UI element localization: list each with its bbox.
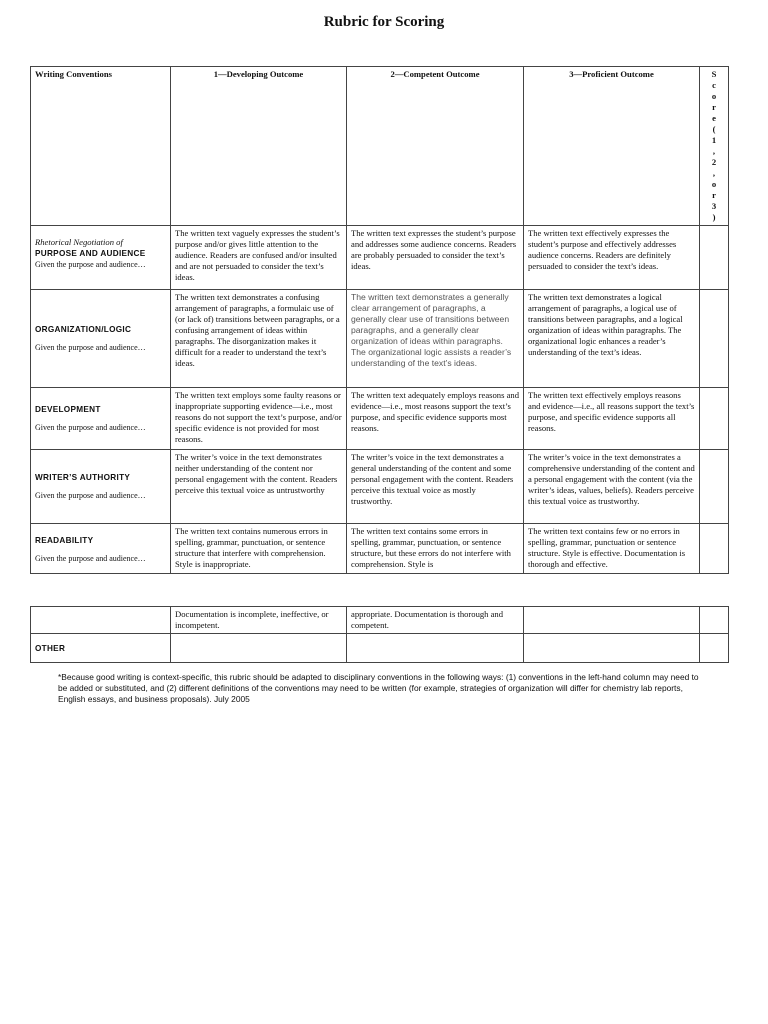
developing-cell: Documentation is incomplete, ineffective, or incompetent. [171,607,347,634]
score-letter: S [711,69,717,79]
row-label-cell [31,634,171,663]
competent-cell: The writer’s voice in the text demonstrates a general understanding of the content and some personal engagement with the content. Readers perceive this textual voice as mostly trustworthy. [347,450,524,524]
row-label: DEVELOPMENT [35,405,101,414]
row-sublabel: Given the purpose and audience… [35,260,146,269]
row-sublabel: Given the purpose and audience… [35,343,146,352]
proficient-cell [524,634,700,663]
row-purpose-audience [31,226,729,290]
row-label-cell [31,450,171,524]
rubric-table-continued [30,606,729,663]
row-label: ORGANIZATION/LOGIC [35,325,132,334]
score-letter: e [712,113,716,123]
score-letter: 3 [711,201,717,211]
score-letter: o [711,179,717,189]
competent-cell: The written text contains some errors in spelling, grammar, punctuation, or sentence structure, but these errors do not interfere with comprehension. Style is [347,524,524,574]
developing-cell [171,634,347,663]
header-row [31,67,729,226]
row-readability [31,524,729,574]
row-organization-logic [31,290,729,388]
row-sublabel: Given the purpose and audience… [35,423,146,432]
developing-cell: The writer’s voice in the text demonstrates neither understanding of the content nor personal engagement with the content. Readers perceive this textual voice as untrustworthy [171,450,347,524]
score-cell[interactable] [700,290,729,388]
developing-cell: The written text employs some faulty reasons or inappropriate supporting evidence—i.e., most reasons do not support the text’s purpose, and/or specific evidence is not provided for most reasons. [171,388,347,450]
header-competent: 2—Competent Outcome [347,67,524,226]
proficient-cell: The written text demonstrates a logical arrangement of paragraphs, a logical use of transitions between paragraphs, and a logical organization of ideas within paragraphs. The organizational logic enhances a reader’s understanding of the text’s ideas. [524,290,700,388]
score-letter: ( [712,124,716,134]
score-letter: r [712,190,716,200]
competent-cell: The written text expresses the student’s purpose and addresses some audience concerns. Readers are probably persuaded to consider the text’s ideas. [347,226,524,290]
row-label: OTHER [35,643,66,653]
score-letter: , [712,146,716,156]
score-letter: 1 [711,135,717,145]
proficient-cell: The written text contains few or no errors in spelling, grammar, punctuation or sentence structure. Style is effective. Documentation is thorough and effective. [524,524,700,574]
row-label-cell [31,524,171,574]
row-label-cell [31,290,171,388]
proficient-cell: The writer’s voice in the text demonstrates a comprehensive understanding of the content and a personal engagement with the content (via the writer’s ideas, values, beliefs). Readers perceive this textual voice as trustworthy. [524,450,700,524]
score-letter: o [711,91,717,101]
score-letter: r [712,102,716,112]
row-writers-authority [31,450,729,524]
row-sublabel: Given the purpose and audience… [35,491,146,500]
header-score [700,67,729,226]
competent-cell: appropriate. Documentation is thorough and competent. [347,607,524,634]
page-title: Rubric for Scoring [323,14,445,30]
row-readability-continued [31,607,729,634]
score-cell[interactable] [700,607,729,634]
competent-cell [347,634,524,663]
row-other [31,634,729,663]
row-label-cell [31,607,171,634]
score-letter: 2 [711,157,717,167]
proficient-cell: The written text effectively employs reasons and evidence—i.e., all reasons support the text’s purpose, and specific evidence supports all reasons. [524,388,700,450]
score-cell[interactable] [700,524,729,574]
score-cell[interactable] [700,226,729,290]
score-cell[interactable] [700,634,729,663]
row-development [31,388,729,450]
score-cell[interactable] [700,388,729,450]
header-writing-conventions: Writing Conventions [31,67,171,226]
row-label: PURPOSE AND AUDIENCE [35,249,146,258]
row-label: READABILITY [35,536,94,545]
score-letter: , [712,168,716,178]
score-letter: c [712,80,716,90]
header-developing: 1—Developing Outcome [171,67,347,226]
header-proficient: 3—Proficient Outcome [524,67,700,226]
row-label-cell [31,388,171,450]
row-label: WRITER’S AUTHORITY [35,473,131,482]
proficient-cell: The written text effectively expresses the student’s purpose and effectively addresses audience concerns. Readers are definitely persuaded to consider the text’s ideas. [524,226,700,290]
rubric-table [30,66,729,574]
developing-cell: The written text vaguely expresses the student’s purpose and/or gives little attention to the audience. Readers are confused and/or insulted and are not persuaded to consider the text’s ideas. [171,226,347,290]
row-italic-label: Rhetorical Negotiation of [35,237,123,247]
row-sublabel: Given the purpose and audience… [35,554,146,563]
competent-cell: The written text demonstrates a generally clear arrangement of paragraphs, a generally clear use of transitions between paragraphs, and a generally clear organization of ideas within paragraphs. The organizational logic assists a reader’s understanding of the text’s ideas. [347,290,524,388]
score-cell[interactable] [700,450,729,524]
proficient-cell [524,607,700,634]
score-letter: ) [712,212,716,222]
developing-cell: The written text demonstrates a confusing arrangement of paragraphs, a formulaic use of (or lack of) transitions between paragraphs, or a confusing arrangement of ideas within paragraphs. The disorganization makes it difficult for a reader to understand the text’s ideas. [171,290,347,388]
competent-cell: The written text adequately employs reasons and evidence—i.e., most reasons support the text’s purpose, and specific evidence supports most reasons. [347,388,524,450]
row-label-cell [31,226,171,290]
developing-cell: The written text contains numerous errors in spelling, grammar, punctuation, or sentence structure that interfere with comprehension. Style is inappropriate. [171,524,347,574]
footnote: *Because good writing is context-specific, this rubric should be adapted to disciplinary conventions in the following ways: (1) conventions in the left-hand column may need to be added or substituted, and (2) different definitions of the conventions may need to be written (for example, strategies of organization will differ for chemistry lab reports, English essays, and business proposals). July 2005 [58,672,699,704]
